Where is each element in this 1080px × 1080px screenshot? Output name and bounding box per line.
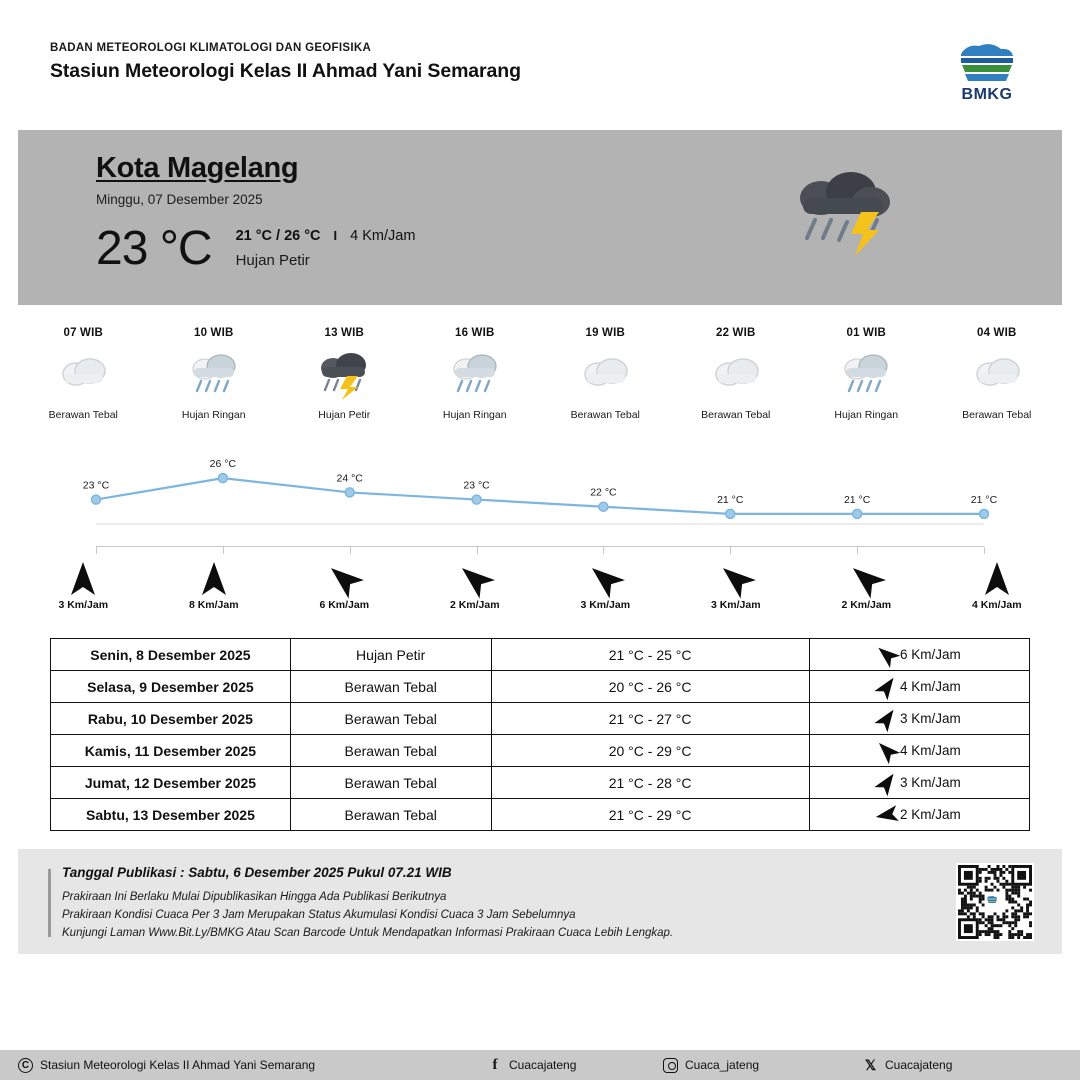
- chart-point-label: 21 °C: [843, 493, 871, 506]
- current-date: Minggu, 07 Desember 2025: [96, 192, 263, 207]
- wind-arrow-icon: [801, 560, 932, 598]
- footer-facebook[interactable]: [488, 1057, 663, 1074]
- hourly-item: [671, 327, 802, 421]
- forecast-day: Selasa, 9 Desember 2025: [51, 671, 291, 703]
- rain-shower-icon: [444, 350, 506, 402]
- hourly-item: [18, 327, 149, 421]
- wind-speed: 4 Km/Jam: [971, 599, 1022, 611]
- instagram-icon: [663, 1058, 678, 1073]
- footer-bar: [0, 1050, 1080, 1080]
- hourly-time: 19 WIB: [585, 327, 626, 339]
- chart-point-label: 22 °C: [590, 486, 617, 499]
- wind-arrow-icon: [671, 560, 802, 598]
- footer-copyright: [18, 1058, 488, 1073]
- current-detail: [236, 226, 416, 272]
- current-weather-banner: [18, 130, 1062, 305]
- thunderstorm-rain-icon: [787, 168, 897, 263]
- cloudy-icon: [966, 350, 1028, 402]
- wind-arrow-icon: [18, 560, 149, 598]
- table-row: [51, 799, 1030, 831]
- qr-code[interactable]: [956, 863, 1034, 941]
- table-row: [51, 735, 1030, 767]
- forecast-day: Kamis, 11 Desember 2025: [51, 735, 291, 767]
- forecast-temp-range: 20 °C - 26 °C: [491, 671, 809, 703]
- hourly-condition: Berawan Tebal: [570, 409, 640, 421]
- hourly-condition: Berawan Tebal: [701, 409, 771, 421]
- current-temp-range: 21 °C / 26 °C: [235, 228, 321, 245]
- page-header: [0, 0, 1080, 112]
- forecast-wind: [809, 703, 1029, 735]
- wind-item: [540, 560, 671, 611]
- instagram-handle: Cuaca_jateng: [685, 1058, 760, 1072]
- chart-point-label: 26 °C: [209, 458, 237, 471]
- wind-arrow-icon: [874, 804, 901, 826]
- publication-value: Sabtu, 6 Desember 2025 Pukul 07.21 WIB: [188, 865, 452, 880]
- note-line: Prakiraan Kondisi Cuaca Per 3 Jam Merupakan Status Akumulasi Kondisi Cuaca 3 Jam Sebelumnya: [62, 908, 576, 921]
- forecast-wind: [809, 799, 1029, 831]
- wind-item: [149, 560, 280, 611]
- forecast-day: Sabtu, 13 Desember 2025: [51, 799, 291, 831]
- forecast-condition: Berawan Tebal: [290, 767, 491, 799]
- footer-x[interactable]: [863, 1057, 952, 1074]
- wind-speed: 3 Km/Jam: [710, 599, 761, 611]
- hourly-time: 22 WIB: [715, 327, 756, 339]
- wind-arrow-icon: [932, 560, 1063, 598]
- thunderstorm-rain-icon: [313, 350, 375, 402]
- forecast-wind: [809, 767, 1029, 799]
- wind-speed: 8 Km/Jam: [188, 599, 239, 611]
- current-wind-speed: 4 Km/Jam: [350, 228, 416, 245]
- bmkg-emblem-icon: [957, 40, 1017, 84]
- forecast-condition: Hujan Petir: [290, 639, 491, 671]
- wind-item: [410, 560, 541, 611]
- wind-arrow-icon: [873, 672, 902, 702]
- chart-point: [853, 509, 862, 518]
- forecast-wind-speed: 6 Km/Jam: [899, 647, 961, 662]
- chart-point-label: 23 °C: [82, 479, 110, 492]
- wind-arrow-icon: [872, 640, 902, 669]
- divider: I: [333, 228, 338, 244]
- hourly-time: 01 WIB: [846, 327, 887, 339]
- temperature-line-chart: [18, 429, 1062, 544]
- note-line: Prakiraan Ini Berlaku Mulai Dipublikasikan Hingga Ada Publikasi Berikutnya: [62, 891, 447, 903]
- forecast-temp-range: 21 °C - 27 °C: [491, 703, 809, 735]
- forecast-temp-range: 21 °C - 28 °C: [491, 767, 809, 799]
- wind-speed: 6 Km/Jam: [319, 599, 370, 611]
- city-name: Kota Magelang: [96, 152, 299, 184]
- wind-arrow-icon: [279, 560, 410, 598]
- hourly-condition: Hujan Ringan: [181, 409, 246, 421]
- wind-speed: 3 Km/Jam: [58, 599, 109, 611]
- note-line: Kunjungi Laman Www.Bit.Ly/BMKG Atau Scan Barcode Untuk Mendapatkan Informasi Prakiraan Cuaca Lebih Lengkap.: [62, 926, 674, 939]
- chart-point: [980, 509, 989, 518]
- hourly-forecast-strip: [18, 327, 1062, 421]
- bmkg-wordmark: BMKG: [961, 86, 1013, 103]
- hourly-condition: Hujan Petir: [318, 409, 371, 421]
- forecast-wind-speed: 2 Km/Jam: [899, 807, 961, 822]
- forecast-condition: Berawan Tebal: [290, 703, 491, 735]
- note-accent-bar: [48, 869, 51, 937]
- chart-point-label: 21 °C: [717, 493, 744, 506]
- hourly-condition: Hujan Ringan: [442, 409, 507, 421]
- x-handle: Cuacajateng: [885, 1058, 953, 1072]
- footer-copyright-text: Stasiun Meteorologi Kelas II Ahmad Yani Semarang: [40, 1058, 316, 1072]
- facebook-icon: f: [492, 1056, 498, 1073]
- daily-forecast-table: [50, 638, 1030, 831]
- hourly-item: [801, 327, 932, 421]
- wind-direction-strip: [18, 546, 1062, 626]
- wind-arrow-icon: [872, 736, 902, 766]
- hourly-item: [932, 327, 1063, 421]
- wind-item: [801, 560, 932, 611]
- chart-point-label: 21 °C: [970, 493, 998, 506]
- chart-point-label: 24 °C: [336, 472, 363, 485]
- current-temperature: 23 °C: [96, 222, 212, 275]
- chart-point: [345, 488, 354, 497]
- hourly-condition: Hujan Ringan: [834, 409, 899, 421]
- wind-item: [279, 560, 410, 611]
- forecast-wind: [809, 639, 1029, 671]
- wind-arrow-icon: [873, 768, 902, 798]
- wind-arrow-icon: [540, 560, 671, 598]
- hourly-time: 04 WIB: [976, 327, 1017, 339]
- forecast-wind-speed: 4 Km/Jam: [899, 679, 961, 694]
- publication-label: Tanggal Publikasi :: [62, 865, 189, 880]
- forecast-wind-speed: 3 Km/Jam: [899, 711, 961, 726]
- table-row: [51, 703, 1030, 735]
- hourly-time: 16 WIB: [454, 327, 495, 339]
- chart-point: [599, 502, 608, 511]
- bmkg-logo: [944, 38, 1030, 104]
- hourly-item: [410, 327, 541, 421]
- copyright-icon: C: [18, 1058, 33, 1073]
- cloudy-icon: [52, 350, 114, 402]
- header-titles: [50, 38, 521, 83]
- footer-instagram[interactable]: [663, 1058, 863, 1073]
- chart-point: [92, 495, 101, 504]
- wind-arrow-icon: [149, 560, 280, 598]
- publication-date: [62, 865, 1040, 880]
- wind-axis: [96, 546, 984, 553]
- table-row: [51, 639, 1030, 671]
- chart-point-label: 23 °C: [463, 479, 490, 492]
- forecast-wind-speed: 4 Km/Jam: [899, 743, 961, 758]
- table-row: [51, 767, 1030, 799]
- cloudy-icon: [574, 350, 636, 402]
- forecast-temp-range: 21 °C - 25 °C: [491, 639, 809, 671]
- rain-shower-icon: [183, 350, 245, 402]
- forecast-wind-speed: 3 Km/Jam: [899, 775, 961, 790]
- forecast-day: Senin, 8 Desember 2025: [51, 639, 291, 671]
- forecast-wind: [809, 735, 1029, 767]
- publication-note: [18, 849, 1062, 954]
- forecast-day: Rabu, 10 Desember 2025: [51, 703, 291, 735]
- table-row: [51, 671, 1030, 703]
- chart-point: [218, 474, 227, 483]
- wind-arrow-icon: [410, 560, 541, 598]
- hourly-time: 10 WIB: [193, 327, 234, 339]
- chart-point: [726, 509, 735, 518]
- hourly-time: 07 WIB: [63, 327, 104, 339]
- chart-point: [472, 495, 481, 504]
- wind-item: [671, 560, 802, 611]
- wind-speed: 2 Km/Jam: [841, 599, 892, 611]
- cloudy-icon: [705, 350, 767, 402]
- current-condition: Hujan Petir: [235, 252, 310, 270]
- facebook-handle: Cuacajateng: [509, 1058, 577, 1072]
- forecast-condition: Berawan Tebal: [290, 735, 491, 767]
- hourly-item: [279, 327, 410, 421]
- wind-arrow-icon: [873, 704, 902, 734]
- station-name: Stasiun Meteorologi Kelas II Ahmad Yani Semarang: [50, 60, 521, 82]
- forecast-temp-range: 21 °C - 29 °C: [491, 799, 809, 831]
- forecast-wind: [809, 671, 1029, 703]
- x-twitter-icon: 𝕏: [864, 1056, 877, 1073]
- forecast-day: Jumat, 12 Desember 2025: [51, 767, 291, 799]
- hourly-item: [149, 327, 280, 421]
- hourly-item: [540, 327, 671, 421]
- organization-name: BADAN METEOROLOGI KLIMATOLOGI DAN GEOFISIKA: [50, 42, 372, 54]
- rain-shower-icon: [835, 350, 897, 402]
- forecast-condition: Berawan Tebal: [290, 799, 491, 831]
- hourly-time: 13 WIB: [324, 327, 365, 339]
- wind-item: [932, 560, 1063, 611]
- hourly-condition: Berawan Tebal: [48, 409, 118, 421]
- forecast-temp-range: 20 °C - 29 °C: [491, 735, 809, 767]
- wind-item: [18, 560, 149, 611]
- forecast-condition: Berawan Tebal: [290, 671, 491, 703]
- wind-speed: 2 Km/Jam: [449, 599, 500, 611]
- hourly-condition: Berawan Tebal: [962, 409, 1032, 421]
- wind-speed: 3 Km/Jam: [580, 599, 631, 611]
